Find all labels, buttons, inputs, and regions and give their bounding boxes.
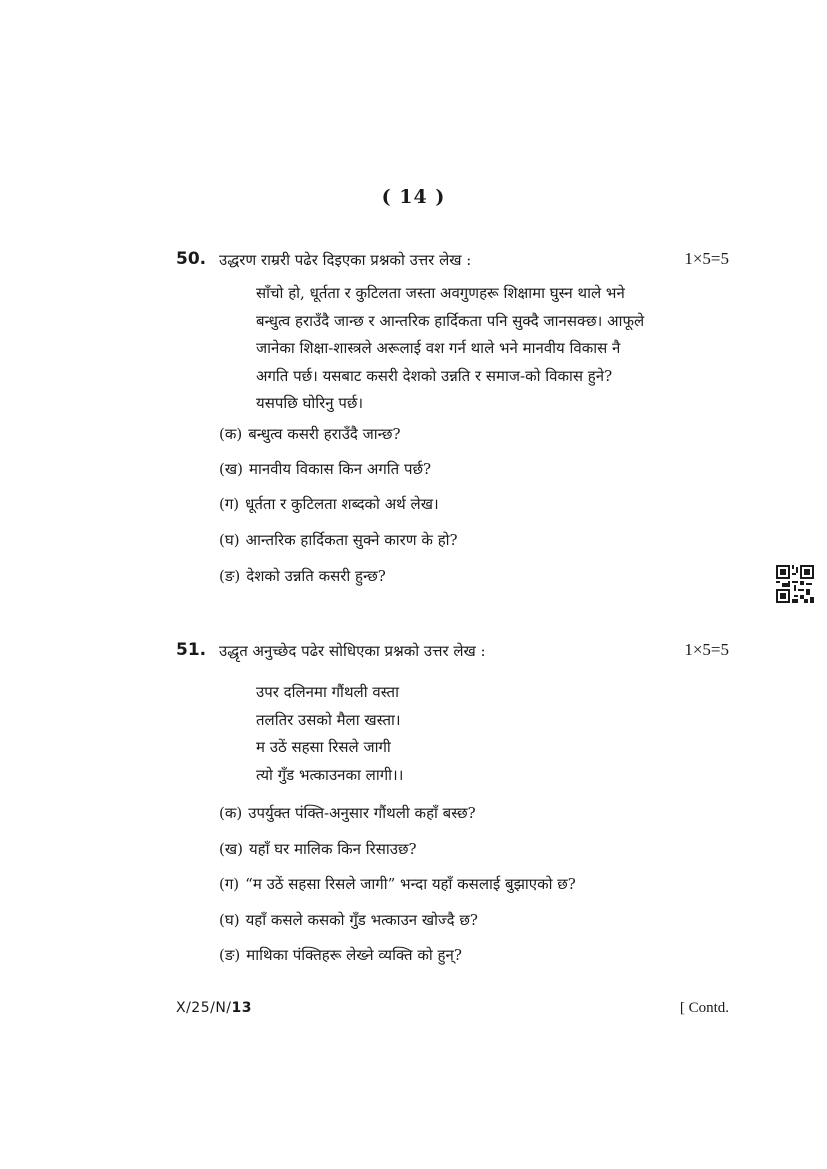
sub-label: (ङ)	[219, 946, 241, 964]
question-50-prompt: उद्धरण राम्ररी पढेर दिइएका प्रश्नको उत्तर लेख :	[219, 251, 472, 269]
qr-code-icon	[776, 565, 814, 603]
sub-text: देशको उन्नति कसरी हुन्छ?	[246, 567, 386, 585]
question-50-marks: 1×5=5	[684, 249, 729, 268]
sub-label: (ख)	[219, 840, 243, 858]
q50-sub-ga	[219, 494, 439, 514]
q50-sub-gha	[219, 530, 458, 550]
poem-line: उपर दलिनमा गौंथली वस्ता	[256, 683, 399, 701]
question-51-marks: 1×5=5	[684, 640, 729, 659]
sub-label: (ग)	[219, 495, 240, 513]
continued-label: [ Contd.	[679, 1000, 729, 1016]
question-51-prompt: उद्धृत अनुच्छेद पढेर सोधिएका प्रश्नको उत्तर लेख :	[219, 642, 486, 660]
passage-line: जानेका शिक्षा-शास्त्रले अरूलाई वश गर्न थाले भने मानवीय विकास नै	[256, 339, 621, 357]
sub-label: (घ)	[219, 911, 240, 929]
poem-line: म उठें सहसा रिसले जागी	[256, 738, 391, 756]
q51-sub-ga	[219, 874, 576, 894]
passage-line: बन्धुत्व हराउँदै जान्छ र आन्तरिक हार्दिकता पनि सुक्दै जानसक्छ। आफूले	[256, 311, 645, 330]
paper-code-suffix: 13	[231, 1000, 253, 1016]
sub-label: (घ)	[219, 531, 240, 549]
sub-text: धूर्तता र कुटिलता शब्दको अर्थ लेख।	[245, 495, 439, 513]
sub-text: यहाँ कसले कसको गुँड भत्काउन खोज्दै छ?	[245, 911, 478, 929]
passage-line: यसपछि घोरिनु पर्छ।	[256, 394, 364, 412]
question-50-passage	[256, 280, 690, 418]
passage-line: साँचो हो, धूर्तता र कुटिलता जस्ता अवगुणहरू शिक्षामा घुस्न थाले भने	[256, 284, 625, 302]
sub-label: (क)	[219, 804, 243, 822]
question-51-poem	[256, 679, 403, 789]
sub-label: (ख)	[219, 460, 243, 478]
sub-label: (ङ)	[219, 567, 241, 585]
sub-text: बन्धुत्व कसरी हराउँदै जान्छ?	[248, 425, 401, 443]
q50-sub-kha	[219, 459, 431, 479]
question-50-number: 50.	[176, 249, 207, 269]
page-number: ( 14 )	[381, 186, 446, 208]
passage-line: अगति पर्छ। यसबाट कसरी देशको उन्नति र समाज-को विकास हुने?	[256, 366, 613, 385]
q51-sub-ka	[219, 803, 476, 823]
sub-label: (ग)	[219, 875, 240, 893]
q51-sub-nga	[219, 945, 462, 965]
paper-code-prefix: X/25/N/	[176, 1000, 232, 1016]
sub-text: माथिका पंक्तिहरू लेख्ने व्यक्ति को हुन्?	[246, 946, 462, 964]
poem-line: त्यो गुँड भत्काउनका लागी।।	[256, 765, 404, 784]
q51-sub-kha	[219, 839, 417, 859]
sub-text: “म उठें सहसा रिसले जागी” भन्दा यहाँ कसलाई बुझाएको छ?	[245, 875, 576, 893]
sub-label: (क)	[219, 425, 243, 443]
poem-line: तलतिर उसको मैला खस्ता।	[256, 710, 401, 729]
sub-text: उपर्युक्त पंक्ति-अनुसार गौंथली कहाँ बस्छ?	[248, 804, 476, 822]
paper-code	[176, 1000, 252, 1016]
q50-sub-nga	[219, 566, 386, 586]
sub-text: मानवीय विकास किन अगति पर्छ?	[248, 460, 432, 478]
question-51-number: 51.	[176, 640, 207, 660]
sub-text: यहाँ घर मालिक किन रिसाउछ?	[248, 840, 417, 858]
q51-sub-gha	[219, 910, 478, 930]
sub-text: आन्तरिक हार्दिकता सुक्ने कारण के हो?	[245, 531, 458, 549]
q50-sub-ka	[219, 424, 401, 444]
